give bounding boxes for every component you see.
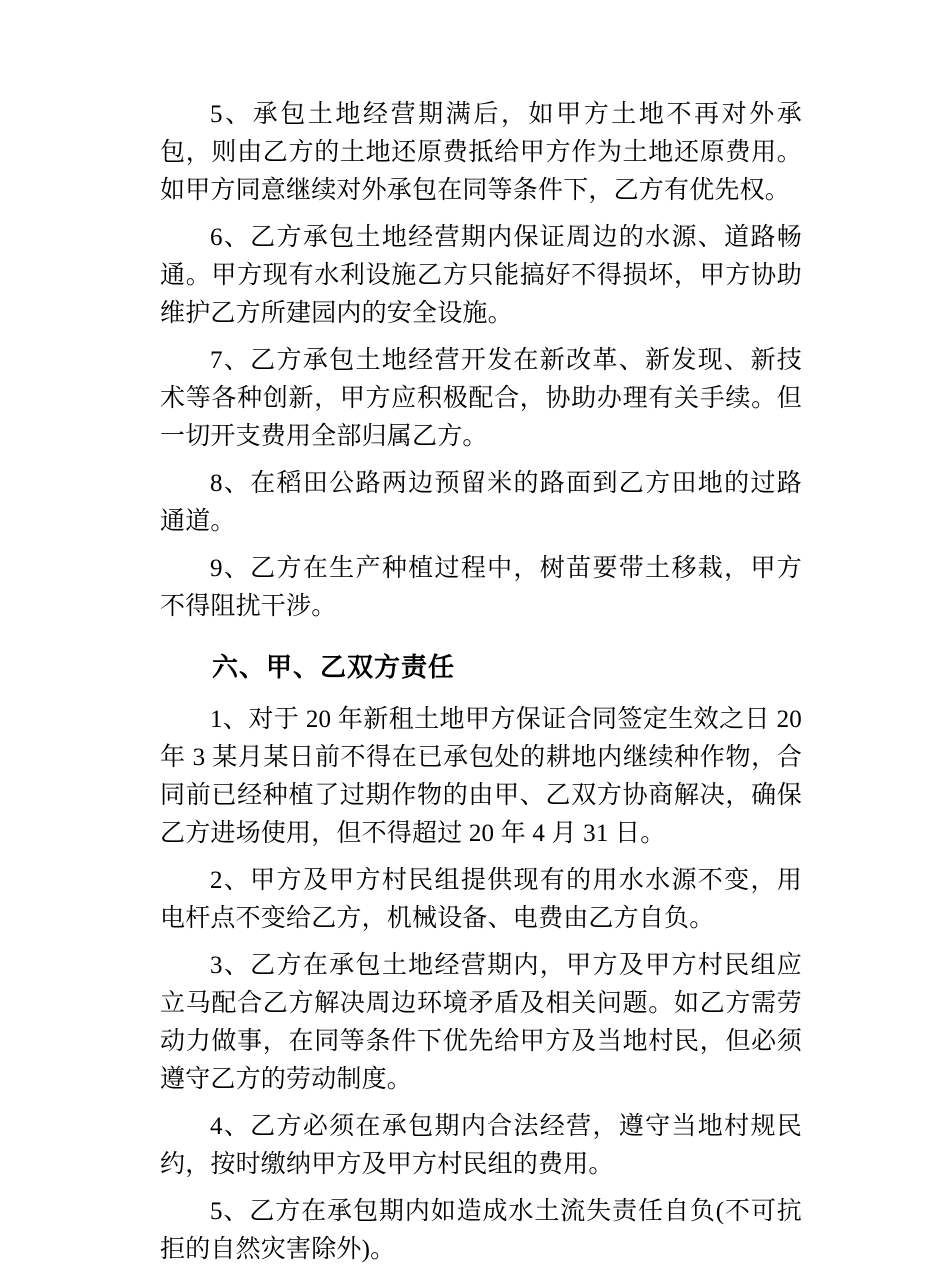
responsibility-2: 2、甲方及甲方村民组提供现有的用水水源不变，用电杆点不变给乙方，机械设备、电费由乙方自负。 (160, 867, 802, 932)
document-body (160, 96, 802, 1269)
clause-8: 8、在稻田公路两边预留米的路面到乙方田地的过路通道。 (160, 470, 802, 535)
responsibility-3: 3、乙方在承包土地经营期内，甲方及甲方村民组应立马配合乙方解决周边环境矛盾及相关问题。如乙方需劳动力做事，在同等条件下优先给甲方及当地村民，但必须遵守乙方的劳动制度。 (160, 952, 802, 1093)
clause-5: 5、承包土地经营期满后，如甲方土地不再对外承包，则由乙方的土地还原费抵给甲方作为土地还原费用。如甲方同意继续对外承包在同等条件下，乙方有优先权。 (160, 101, 802, 204)
clause-9: 9、乙方在生产种植过程中，树苗要带土移栽，甲方不得阻扰干涉。 (160, 555, 802, 620)
responsibility-4: 4、乙方必须在承包期内合法经营，遵守当地村规民约，按时缴纳甲方及甲方村民组的费用。 (160, 1113, 802, 1178)
responsibility-5: 5、乙方在承包期内如造成水土流失责任自负(不可抗拒的自然灾害除外)。 (160, 1198, 802, 1263)
clause-7: 7、乙方承包土地经营开发在新改革、新发现、新技术等各种创新，甲方应积极配合，协助办理有关手续。但一切开支费用全部归属乙方。 (160, 347, 802, 450)
section-heading-six: 六、甲、乙双方责任 (212, 652, 456, 682)
responsibility-1: 1、对于 20 年新租土地甲方保证合同签定生效之日 20 年 3 某月某日前不得在已承包处的耕地内继续种作物，合同前已经种植了过期作物的由甲、乙双方协商解决，确保乙方进场使用，但不得超过 20 年 4 月 31 日。 (160, 706, 802, 847)
clause-6: 6、乙方承包土地经营期内保证周边的水源、道路畅通。甲方现有水利设施乙方只能搞好不得损坏，甲方协助维护乙方所建园内的安全设施。 (160, 224, 802, 327)
